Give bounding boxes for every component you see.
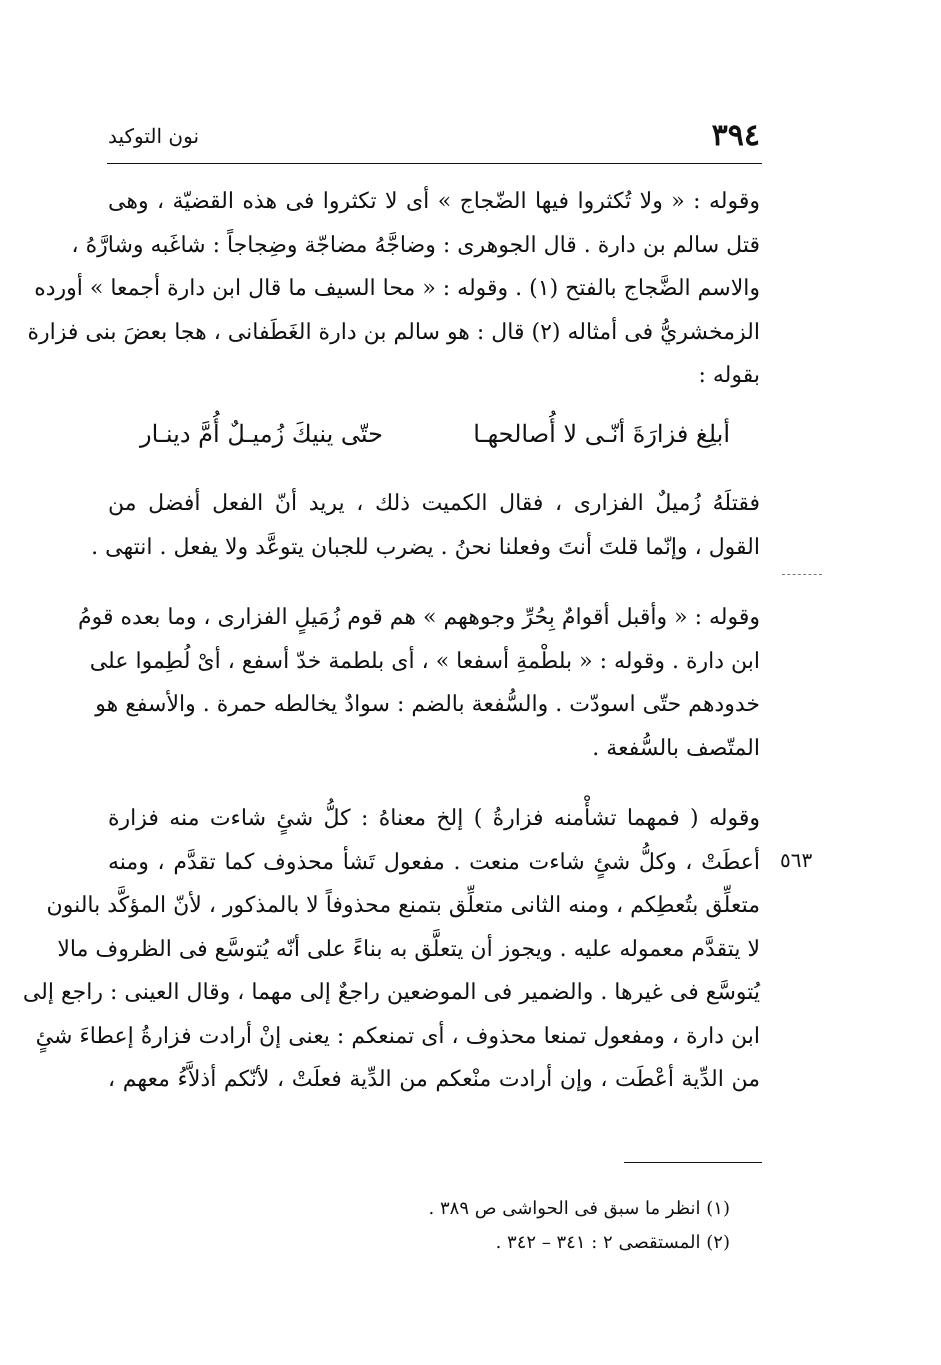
page-number: ٣٩٤ — [711, 118, 760, 153]
text-line: ابن دارة ، ومفعول تمنعا محذوف ، أى تمنعكم : يعنى إنْ أرادت فزارةُ إعطاءَ شئٍ — [35, 1023, 760, 1049]
text-line: المتّصف بالسُّفعة . — [592, 735, 760, 761]
margin-number: ٥٦٣ — [780, 848, 813, 872]
footnote-2: (٢) المستقصى ٢ : ٣٤١ – ٣٤٢ . — [495, 1232, 730, 1253]
text-line: الزمخشريُّ فى أمثاله (٢) قال : هو سالم بن دارة الغَطَفانى ، هجا بعضَ بنى فزارة — [27, 319, 760, 345]
paragraph-2 — [91, 482, 760, 569]
paragraph-1 — [27, 180, 760, 398]
text-line: خدودهم حتّى اسودّت . والسُّفعة بالضم : سوادٌ يخالطه حمرة . والأسفع هو — [95, 692, 760, 717]
text-line: قتل سالم بن دارة . قال الجوهرى : وضاجَّهُ مضاجّة وضِجاجاً : شاغَبه وشارَّهُ ، — [71, 232, 760, 258]
text-line: من الدِّية أعْطَت ، وإن أرادت منْعكم من الدِّية فعلَتْ ، لأنّكم أذلاَّءُ معهم ، — [108, 1067, 760, 1092]
text-line: وقوله : « وأقبل أقوامٌ بِحُرِّ وجوههم » هم قوم زُمَيلٍ الفزارى ، وما بعده قومُ — [78, 605, 760, 630]
text-line: ابن دارة . وقوله : « بلطْمةِ أسفعا » ، أى بلطمة خدّ أسفع ، أىْ لُطِموا على — [89, 648, 760, 674]
text-line: بقوله : — [698, 363, 760, 388]
margin-mark — [782, 574, 822, 575]
text-line: أعطَتْ ، وكلُّ شئٍ شاءت منعت . مفعول تَشأ محذوف كما تقدَّم ، ومنه — [108, 849, 760, 875]
footnote-rule — [624, 1162, 762, 1163]
text-line: وقوله : « ولا تُكثروا فيها الضّجاج » أى لا تكثروا فى هذه القضيّة ، وهى — [108, 189, 760, 214]
verse-first-hemistich: أبلِغ فزارَةَ أنّـى لا أُصالحهـا — [473, 420, 730, 448]
running-title: نون التوكيد — [108, 124, 200, 148]
paragraph-4 — [22, 797, 760, 1102]
text-line: والاسم الضَّجاج بالفتح (١) . وقوله : « محا السيف ما قال ابن دارة أجمعا » أورده — [34, 276, 760, 301]
text-line: متعلِّق بتُعطِكم ، ومنه الثانى متعلِّق بتمنع محذوفاً لا بالمذكور ، لأنّ المؤكَّد بالنون — [46, 893, 760, 918]
paragraph-3 — [78, 596, 760, 770]
text-line: وقوله ( فمهما تشأْمنه فزارةُ ) إلخ معناهُ : كلُّ شئٍ شاءت منه فزارة — [108, 806, 760, 831]
footnote-1: (١) انظر ما سبق فى الحواشى ص ٣٨٩ . — [428, 1198, 730, 1219]
header-rule — [107, 163, 762, 164]
text-line: لا يتقدَّم معموله عليه . ويجوز أن يتعلَّق به بناءً على أنّه يُتوسَّع فى الظروف مالا — [57, 936, 760, 962]
verse-second-hemistich: حتّى ينيكَ زُميـلٌ أُمَّ دينـار — [140, 420, 383, 448]
text-line: القول ، وإنّما قلتَ أنتَ وفعلنا نحنُ . يضرب للجبان يتوعَّد ولا يفعل . انتهى . — [91, 534, 760, 560]
poetry-verse — [140, 420, 730, 470]
text-line: يُتوسَّع فى غيرها . والضمير فى الموضعين راجعٌ إلى مهما ، وقال العينى : راجع إلى — [22, 980, 760, 1005]
text-line: فقتلَهُ زُميلٌ الفزارى ، فقال الكميت ذلك ، يريد أنّ الفعل أفضل من — [108, 491, 760, 516]
